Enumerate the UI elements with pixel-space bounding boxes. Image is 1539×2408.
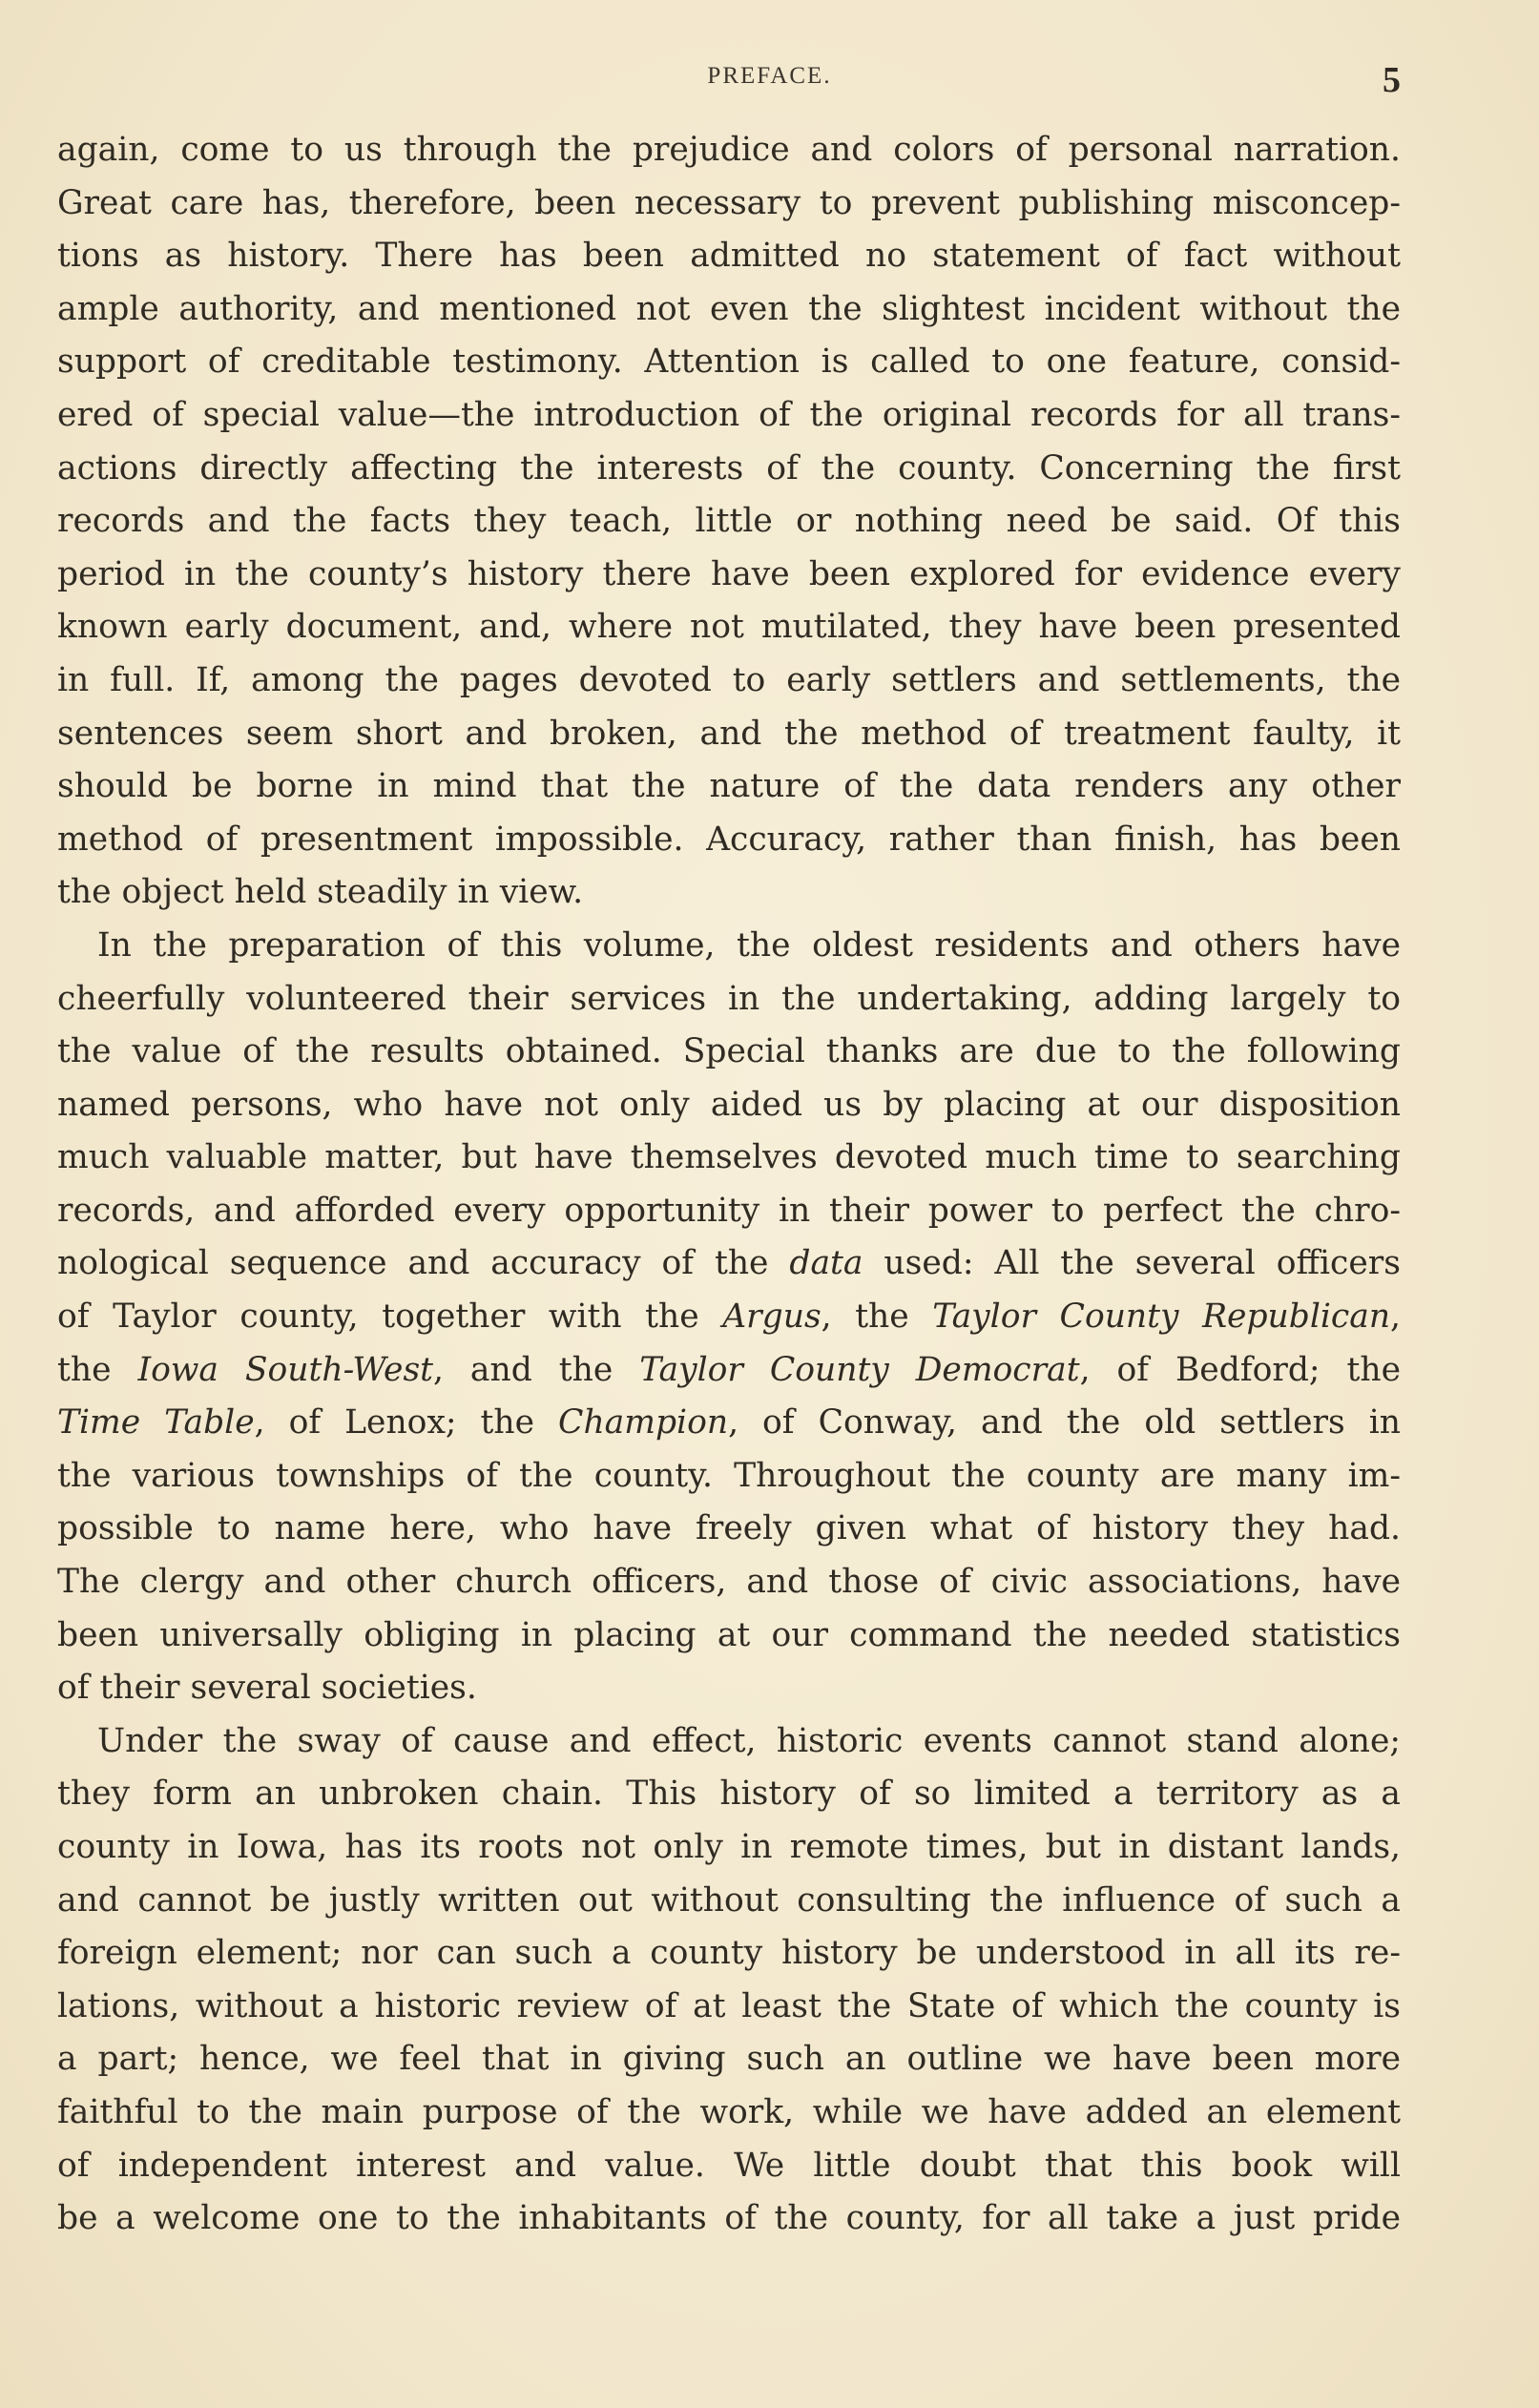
text-line <box>57 549 1401 602</box>
text-run: Under the sway of cause and effect, historic events cannot stand alone; <box>97 1721 1401 1760</box>
text-line <box>57 1715 1401 1769</box>
text-run: records and the facts they teach, little or nothing need be said. Of this <box>57 502 1401 541</box>
text-run: of independent interest and value. We little doubt that this book will <box>57 2146 1401 2185</box>
italic-title: data <box>789 1244 863 1283</box>
body-text <box>57 124 1401 2246</box>
italic-title: Iowa South-West <box>137 1350 434 1389</box>
text-run: the object held steadily in view. <box>57 873 584 912</box>
text-line <box>57 1291 1401 1344</box>
text-run: The clergy and other church officers, and those of civic associations, have <box>57 1563 1401 1602</box>
text-run: be a welcome one to the inhabitants of the county, for all take a just pride <box>57 2199 1401 2238</box>
text-run: , of Conway, and the old settlers in <box>728 1403 1401 1443</box>
text-run: in full. If, among the pages devoted to early settlers and settlements, the <box>57 660 1401 699</box>
text-run: should be borne in mind that the nature of the data renders any other <box>57 767 1401 806</box>
text-line <box>57 336 1401 389</box>
text-line <box>57 1875 1401 1928</box>
text-run: of their several societies. <box>57 1669 477 1708</box>
text-line <box>57 1185 1401 1238</box>
text-line <box>57 1237 1401 1291</box>
text-run: the <box>57 1350 138 1389</box>
text-line <box>57 124 1401 177</box>
text-line <box>57 1079 1401 1132</box>
text-run: much valuable matter, but have themselves devoted much time to searching <box>57 1138 1401 1177</box>
text-line <box>57 1609 1401 1663</box>
text-run: of Taylor county, together with the <box>57 1297 723 1337</box>
text-line <box>57 601 1401 654</box>
text-run: method of presentment impossible. Accuracy, rather than finish, has been <box>57 820 1401 859</box>
text-line <box>57 760 1401 814</box>
text-line <box>57 1026 1401 1079</box>
text-line <box>57 1768 1401 1821</box>
text-run: lations, without a historic review of at least the State of which the county is <box>57 1986 1401 2025</box>
text-run: ample authority, and mentioned not even the slightest incident without the <box>57 289 1401 328</box>
text-line <box>57 1131 1401 1185</box>
running-head <box>0 59 1539 107</box>
text-run: and cannot be justly written out without consulting the influence of such a <box>57 1880 1401 1920</box>
text-run: records, and afforded every opportunity in their power to perfect the chro- <box>57 1191 1401 1230</box>
text-run: foreign element; nor can such a county history be understood in all its re- <box>57 1934 1401 1973</box>
italic-title: Champion <box>558 1403 729 1443</box>
text-line <box>57 2192 1401 2246</box>
text-run: been universally obliging in placing at our command the needed statistics <box>57 1615 1401 1654</box>
text-line <box>57 708 1401 761</box>
text-line <box>57 389 1401 443</box>
text-run: the various townships of the county. Throughout the county are many im- <box>57 1456 1401 1495</box>
text-line <box>57 2140 1401 2193</box>
page-number: 5 <box>1383 60 1401 100</box>
italic-title: Time Table <box>57 1403 255 1443</box>
text-line <box>57 1503 1401 1556</box>
text-run: used: All the several officers <box>863 1244 1401 1283</box>
text-run: ered of special value—the introduction of the original records for all trans- <box>57 395 1401 434</box>
text-run: , the <box>821 1297 933 1337</box>
text-run: actions directly affecting the interests of the county. Concerning the first <box>57 448 1401 488</box>
text-run: the value of the results obtained. Special thanks are due to the following <box>57 1032 1401 1071</box>
text-run: they form an unbroken chain. This history of so limited a territory as a <box>57 1775 1401 1814</box>
text-line <box>57 654 1401 708</box>
text-run: , of Lenox; the <box>254 1403 559 1443</box>
text-run: known early document, and, where not mutilated, they have been presented <box>57 608 1401 647</box>
italic-title: Taylor County Republican <box>932 1297 1391 1337</box>
text-run: support of creditable testimony. Attention is called to one feature, consid- <box>57 343 1401 382</box>
text-line <box>57 2086 1401 2140</box>
text-run: , of Bedford; the <box>1079 1350 1401 1389</box>
text-line <box>57 814 1401 867</box>
text-run: In the preparation of this volume, the oldest residents and others have <box>97 925 1401 965</box>
text-run: period in the county’s history there have been explored for evidence every <box>57 554 1401 593</box>
text-line <box>57 177 1401 231</box>
text-run: Great care has, therefore, been necessary to prevent publishing misconcep- <box>57 183 1401 222</box>
running-title: PREFACE. <box>707 63 832 89</box>
text-run: sentences seem short and broken, and the method of treatment faulty, it <box>57 714 1401 753</box>
text-run: tions as history. There has been admitted no statement of fact without <box>57 237 1401 276</box>
text-run: a part; hence, we feel that in giving such an outline we have been more <box>57 2040 1401 2079</box>
text-line <box>57 1556 1401 1609</box>
text-line <box>57 1344 1401 1398</box>
text-line <box>57 230 1401 283</box>
text-line <box>57 1821 1401 1875</box>
text-line <box>57 1662 1401 1715</box>
text-line <box>57 1450 1401 1504</box>
paragraph <box>57 920 1401 1715</box>
text-line <box>57 973 1401 1027</box>
text-line <box>57 2033 1401 2086</box>
text-line <box>57 1397 1401 1450</box>
text-line <box>57 495 1401 549</box>
text-line <box>57 1927 1401 1981</box>
text-run: named persons, who have not only aided us by placing at our disposition <box>57 1085 1401 1124</box>
text-line <box>57 920 1401 973</box>
text-run: county in Iowa, has its roots not only in remote times, but in distant lands, <box>57 1828 1401 1866</box>
text-run: cheerfully volunteered their services in the undertaking, adding largely to <box>57 979 1401 1018</box>
text-line <box>57 1981 1401 2034</box>
italic-title: Taylor County Democrat <box>639 1350 1080 1389</box>
text-run: nological sequence and accuracy of the <box>57 1244 790 1283</box>
paragraph <box>57 1715 1401 2246</box>
text-line <box>57 866 1401 920</box>
text-run: , and the <box>433 1350 640 1389</box>
text-line <box>57 443 1401 496</box>
text-run: faithful to the main purpose of the work, while we have added an element <box>57 2092 1401 2131</box>
text-run: possible to name here, who have freely given what of history they had. <box>57 1509 1401 1548</box>
text-run: , <box>1390 1297 1402 1337</box>
paragraph <box>57 124 1401 920</box>
text-run: again, come to us through the prejudice and colors of personal narration. <box>57 131 1401 169</box>
italic-title: Argus <box>722 1297 821 1337</box>
text-line <box>57 283 1401 337</box>
